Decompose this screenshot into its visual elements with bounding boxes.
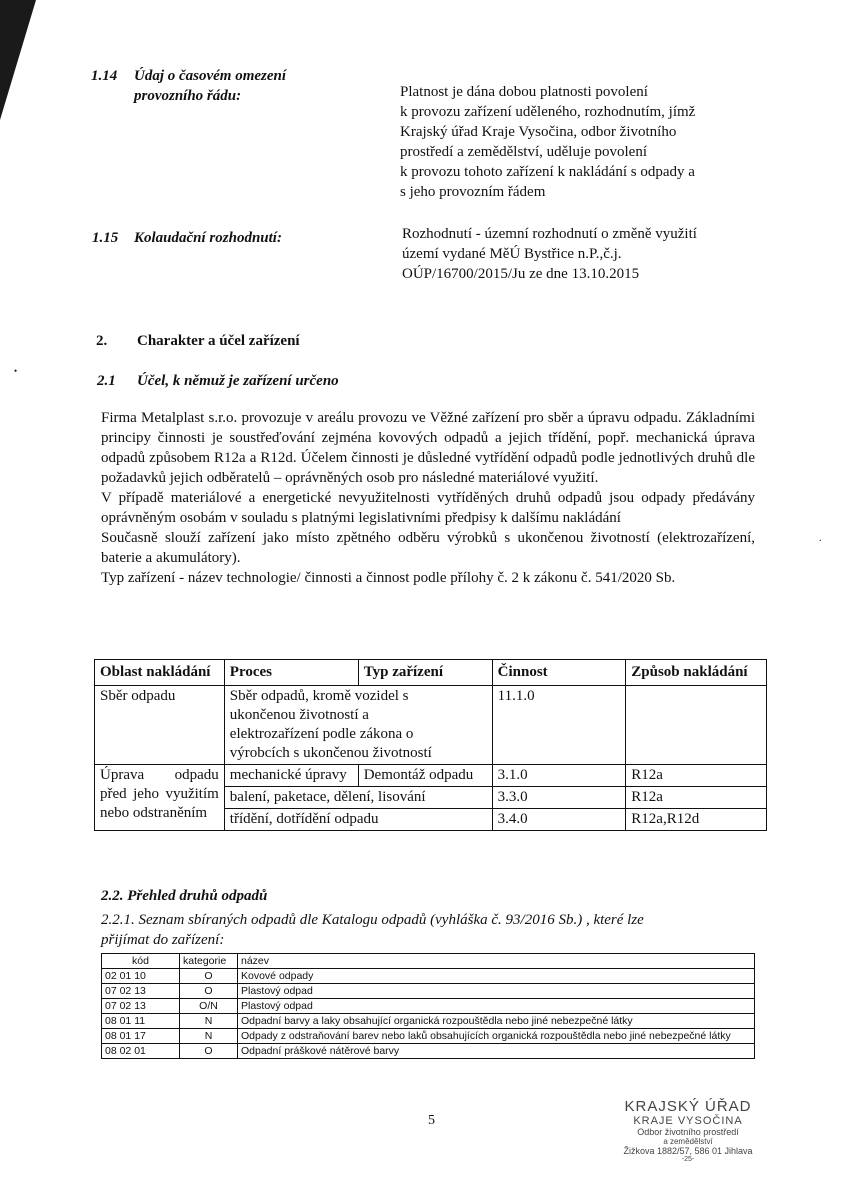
table-row [95,686,767,765]
cell-code: 07 02 13 [102,999,180,1014]
cell-activity: 3.1.0 [492,765,626,787]
cell-process [224,686,492,765]
section-1-15-value-line: OÚP/16700/2015/Ju ze dne 13.10.2015 [402,266,640,282]
cell-name: Odpadní barvy a laky obsahující organická rozpouštědla nebo jiné nebezpečné látky [238,1014,755,1029]
section-2-2-1-line: 2.2.1. Seznam sbíraných odpadů dle Katalogu odpadů (vyhláška č. 93/2016 Sb.) , které lze [101,912,644,928]
stamp-line: Žižkova 1882/57, 586 01 Jihlava [623,1146,753,1156]
cell-code: 02 01 10 [102,969,180,984]
body-paragraphs [101,408,755,588]
cell-category: O [180,1044,238,1059]
stamp-line: -25- [681,1156,695,1163]
section-1-14-title-line1: Údaj o časovém omezení [134,68,287,84]
section-1-14-title-line2: provozního řádu: [134,88,242,104]
waste-table [101,953,755,1059]
cell-process: balení, paketace, dělení, lisování [224,787,492,809]
paragraph: Současně slouží zařízení jako místo zpětného odběru výrobků s ukončenou životností (elektrozařízení, baterie a akumulátory). [101,530,755,566]
cell-process-text: Sběr odpadů, kromě vozidel s ukončenou životností a elektrozařízení podle zákona o výrobcích s ukončenou životností [229,688,432,761]
cell-name: Kovové odpady [238,969,755,984]
table-row [95,765,767,787]
table-row [102,1014,755,1029]
header-kategorie: kategorie [180,954,238,969]
office-stamp [598,1098,778,1163]
section-1-14-number: 1.14 [91,68,118,84]
section-1-14-value-line: Platnost je dána dobou platnosti povolení [400,84,648,100]
section-1-14-value-line: Krajský úřad Kraje Vysočina, odbor životního [400,124,677,140]
stamp-line: KRAJSKÝ ÚŘAD [624,1098,752,1115]
page-number: 5 [428,1113,435,1128]
header-zpusob: Způsob nakládání [626,660,767,686]
cell-code: 08 01 11 [102,1014,180,1029]
cell-category: O/N [180,999,238,1014]
section-1-14-value-line: s jeho provozním řádem [400,184,546,200]
section-1-14-value-line: k provozu tohoto zařízení k nakládání s odpady a [400,164,695,180]
cell-activity: 11.1.0 [492,686,626,765]
section-1-15-title: Kolaudační rozhodnutí: [134,230,282,246]
scan-edge-mark [0,0,36,120]
section-1-15-value [402,224,772,284]
section-1-15-value-line: Rozhodnutí - územní rozhodnutí o změně využití [402,226,697,242]
cell-area: Sběr odpadu [95,686,225,765]
cell-process: mechanické úpravy [224,765,358,787]
cell-category: N [180,1014,238,1029]
paragraph: Typ zařízení - název technologie/ činnosti a činnost podle přílohy č. 2 k zákonu č. 541/2020 Sb. [101,570,676,586]
scan-speck: • [14,366,18,376]
cell-method: R12a [626,787,767,809]
paragraph: Firma Metalplast s.r.o. provozuje v areálu provozu ve Věžné zařízení pro sběr a úpravu odpadu. Základními principy činnosti je soustřeďování zejména kovových odpadů a jejich třídění, popř. mechanická úprava odpadů způsobem R12a a R12d. Účelem činnosti je důsledné vytřídění odpadů podle jednotlivých druhů dle požadavků jejich odběratelů – oprávněných osob pro následné materiálové využití. [101,410,755,486]
cell-name: Odpady z odstraňování barev nebo laků obsahujících organická rozpouštědla nebo jiné nebezpečné látky [238,1029,755,1044]
table-row [102,969,755,984]
section-1-14-value-line: prostředí a zemědělství, uděluje povolení [400,144,648,160]
process-table [94,659,767,831]
cell-code: 08 02 01 [102,1044,180,1059]
section-1-14-value-line: k provozu zařízení uděleného, rozhodnutím, jímž [400,104,696,120]
header-cinnost: Činnost [492,660,626,686]
cell-category: N [180,1029,238,1044]
cell-method [626,686,767,765]
paragraph: V případě materiálové a energetické nevyužitelnosti vytříděných druhů odpadů jsou odpady předávány oprávněným osobám v souladu s platnými legislativními předpisy k dalšímu nakládání [101,490,755,526]
header-typ: Typ zařízení [358,660,492,686]
section-1-14-value [400,82,770,202]
cell-code: 07 02 13 [102,984,180,999]
section-2-2-1-heading [101,910,644,950]
cell-name: Plastový odpad [238,999,755,1014]
cell-category: O [180,984,238,999]
section-2-1-number: 2.1 [97,373,116,389]
cell-category: O [180,969,238,984]
stamp-line: KRAJE VYSOČINA [633,1115,743,1127]
cell-name: Odpadní práškové nátěrové barvy [238,1044,755,1059]
stamp-line: Odbor životního prostředí [637,1127,739,1137]
cell-name: Plastový odpad [238,984,755,999]
section-2-title: Charakter a účel zařízení [137,333,300,349]
cell-method: R12a,R12d [626,809,767,831]
section-2-1-title: Účel, k němuž je zařízení určeno [137,373,339,389]
waste-table-header-row [102,954,755,969]
cell-type: Demontáž odpadu [358,765,492,787]
header-oblast: Oblast nakládání [95,660,225,686]
table-row [102,1029,755,1044]
header-kod: kód [102,954,180,969]
cell-area: Úprava odpadu před jeho využitím nebo odstraněním [95,765,225,831]
header-proces: Proces [224,660,358,686]
section-1-15-number: 1.15 [92,230,119,246]
table-row [102,999,755,1014]
stamp-line: a zemědělství [663,1137,713,1146]
section-2-number: 2. [96,333,108,349]
scan-speck: . [819,532,822,544]
table-row [102,984,755,999]
cell-activity: 3.4.0 [492,809,626,831]
section-2-2-title: 2.2. Přehled druhů odpadů [101,888,268,904]
cell-code: 08 01 17 [102,1029,180,1044]
header-nazev: název [238,954,755,969]
cell-activity: 3.3.0 [492,787,626,809]
section-2-2-1-line: přijímat do zařízení: [101,932,225,948]
cell-method: R12a [626,765,767,787]
section-1-15-value-line: území vydané MěÚ Bystřice n.P.,č.j. [402,246,622,262]
table-row [102,1044,755,1059]
process-table-header-row [95,660,767,686]
cell-process: třídění, dotřídění odpadu [224,809,492,831]
